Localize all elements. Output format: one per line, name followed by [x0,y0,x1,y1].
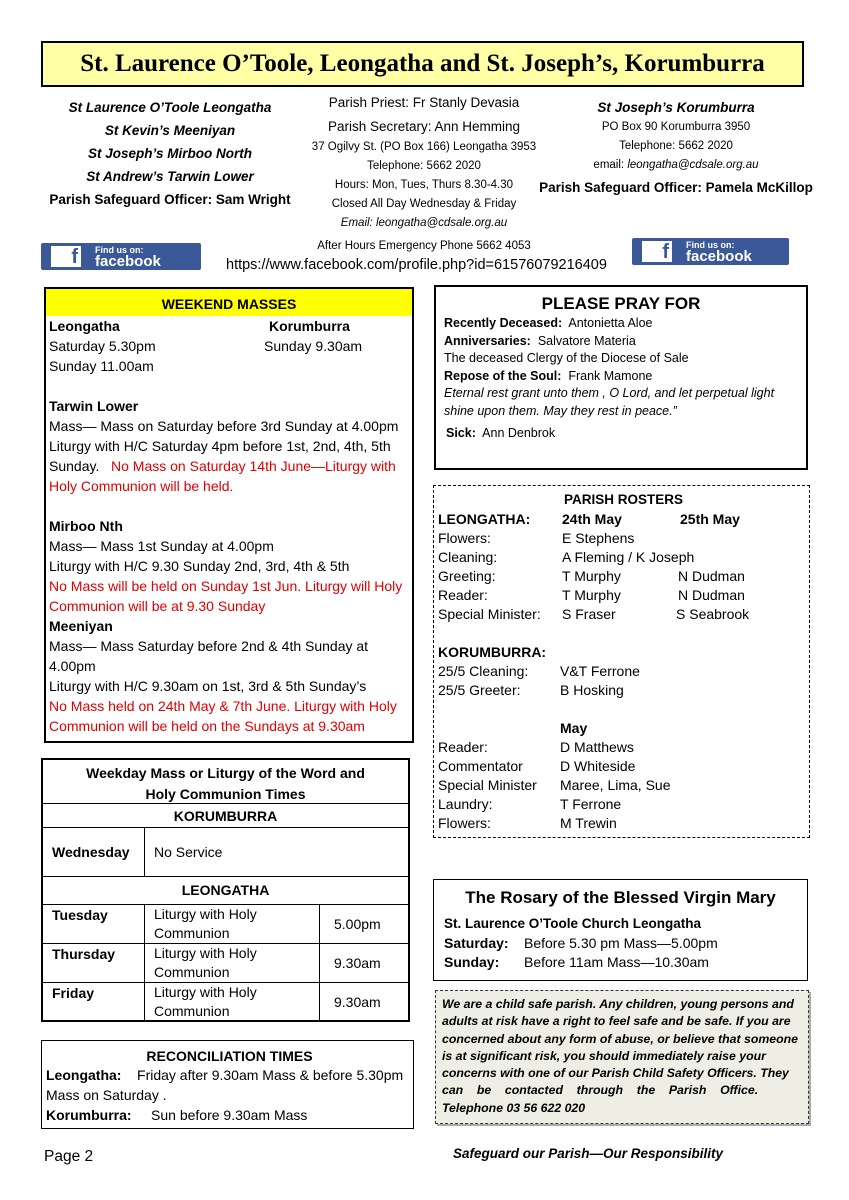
roster-person: T Murphy [562,587,621,603]
deceased-clergy: The deceased Clergy of the Diocese of Sale [444,351,689,365]
tarwin-text: Sunday. [49,458,100,474]
rosary-saturday [444,934,807,953]
roster-role: Laundry: [438,796,493,812]
korumburra-telephone: Telephone: 5662 2020 [619,140,733,152]
deceased-names: Antonietta Aloe [568,316,653,330]
mirboo-line: Liturgy with H/C 9.30 Sunday 2nd, 3rd, 4th & 5th [49,558,350,574]
anniversaries-names: Salvatore Materia [537,333,636,348]
emergency-phone: After Hours Emergency Phone 5662 4053 [317,240,531,252]
weekday-day: Friday [43,983,145,1022]
roster-person: E Stephens [562,530,635,546]
roster-role: Flowers: [438,530,491,546]
roster-row [438,814,809,833]
roster-row [438,567,809,586]
rosary-box [433,879,808,981]
roster-role: Greeting: [438,568,496,584]
pray-for-box [434,285,808,470]
footer-slogan: Safeguard our Parish—Our Responsibility [453,1146,724,1161]
child-safe-line: adults at risk have a right to feel safe and be safe. If you are [442,1014,791,1029]
facebook-badge-left[interactable] [41,243,201,270]
roster-role: 25/5 Cleaning: [438,663,529,679]
roster-person: A Fleming / K Joseph [562,549,695,565]
anniversaries-label: Anniversaries: [444,333,531,348]
repose-of-soul [444,368,798,386]
right-header [534,98,818,195]
reconciliation-box [41,1040,414,1129]
child-safe-line: is at significant risk, you should immediately raise your [442,1048,766,1063]
table-row [43,983,408,1022]
roster-role: Reader: [438,587,488,603]
meeniyan-notice: No Mass held on 24th May & 7th June. Liturgy with Holy [49,698,397,714]
left-safeguard-officer: Parish Safeguard Officer: Sam Wright [49,192,291,207]
child-safe-line: We are a child safe parish. Any children, young persons and [442,997,794,1011]
roster-date: 24th May [562,511,622,527]
facebook-icon: f [642,241,672,262]
tarwin-line: Liturgy with H/C Saturday 4pm before 1st, 2nd, 4th, 5th [49,438,391,454]
weekday-day: Thursday [43,944,145,983]
email-label: email: [593,159,625,171]
reconciliation-text: Friday after 9.30am Mass & before 5.30pm [137,1067,404,1083]
parish-telephone: Telephone: 5662 2020 [367,160,481,172]
weekday-service: No Service [145,828,409,877]
rosary-day: Sunday: [444,954,500,970]
rosters-title: PARISH ROSTERS [563,492,683,507]
roster-date: 25th May [680,511,740,527]
right-safeguard-officer: Parish Safeguard Officer: Pamela McKillop [539,180,813,195]
reconciliation-leongatha [46,1065,413,1085]
roster-row [438,662,809,681]
child-safe-box [435,990,809,1124]
roster-header [438,510,809,529]
leongatha-sunday: Sunday 11.00am [49,358,154,374]
sick-list [446,425,798,443]
roster-person: D Whiteside [560,758,636,774]
roster-person: V&T Ferrone [560,663,640,679]
korumburra-po: PO Box 90 Korumburra 3950 [601,121,751,133]
facebook-brand-text: facebook [95,252,161,270]
meeniyan-line: Mass— Mass Saturday before 2nd & 4th Sunday at [49,638,369,654]
korumburra-church: St Joseph’s Korumburra [597,100,755,115]
roster-row [438,529,809,548]
roster-row [438,776,809,795]
roster-person: S Fraser [562,606,616,622]
meeniyan-heading: Meeniyan [49,618,113,634]
facebook-icon: f [51,246,81,267]
mirboo-line: Mass— Mass 1st Sunday at 4.00pm [49,538,274,554]
page-number: Page 2 [44,1148,94,1165]
leongatha-saturday: Saturday 5.30pm [49,338,156,354]
weekday-service [145,905,320,944]
weekday-title-line: Holy Communion Times [145,786,306,802]
roster-row [438,548,809,567]
facebook-find-text: Find us on: [686,239,735,250]
reconciliation-korumburra [46,1105,413,1125]
tarwin-notice: No Mass on Saturday 14th June—Liturgy with [111,458,396,474]
korumburra-subheading: KORUMBURRA [43,804,408,828]
table-row [43,828,408,877]
roster-row [438,795,809,814]
tarwin-notice: Holy Communion will be held. [49,478,234,494]
roster-row [438,681,809,700]
may-heading-row [438,719,809,738]
rosary-day: Saturday: [444,935,509,951]
meeniyan-notice: Communion will be held on the Sundays at 9.30am [49,718,365,734]
roster-row [438,757,809,776]
repose-label: Repose of the Soul: [444,368,562,383]
service-line: Communion [154,1003,230,1020]
parish-address: 37 Ogilvy St. (PO Box 166) Leongatha 3953 [311,141,537,153]
sick-names: Ann Denbrok [482,426,556,440]
office-hours: Hours: Mon, Tues, Thurs 8.30-4.30 [334,179,514,191]
mirboo-notice: Communion will be at 9.30 Sunday [49,598,266,614]
office-closed: Closed All Day Wednesday & Friday [331,198,517,210]
service-line: Communion [154,964,230,980]
prayer-line: shine upon them. May they rest in peace.” [444,403,677,418]
weekday-day: Wednesday [43,828,145,877]
rosary-time: Before 5.30 pm Mass—5.00pm [524,935,718,951]
service-line: Liturgy with Holy [154,945,257,961]
roster-row [438,738,809,757]
roster-role: Commentator [438,758,523,774]
repose-names: Frank Mamone [568,368,653,383]
roster-role: Cleaning: [438,549,498,565]
left-header [41,96,299,211]
rosary-title: The Rosary of the Blessed Virgin Mary [465,888,776,907]
roster-role: Flowers: [438,815,491,831]
mirboo-notice: No Mass will be held on Sunday 1st Jun. Liturgy will Holy [49,578,403,594]
pray-for-title: PLEASE PRAY FOR [541,294,701,313]
weekday-day: Tuesday [43,905,145,944]
deceased-label: Recently Deceased: [444,316,563,330]
roster-person: N Dudman [678,568,745,584]
weekday-service [145,983,320,1022]
recently-deceased [444,315,798,333]
meeniyan-line: 4.00pm [49,658,96,674]
roster-role: 25/5 Greeter: [438,682,521,698]
leongatha-heading: Leongatha [49,318,120,334]
roster-person: N Dudman [678,587,745,603]
rosary-sunday [444,953,807,972]
korumburra-label: KORUMBURRA: [438,644,547,660]
mirboo-heading: Mirboo Nth [49,518,123,534]
korumburra-heading: Korumburra [269,318,350,334]
anniversaries [444,333,798,351]
tarwin-line [49,456,412,476]
child-safe-line: concerns with one of our Parish Child Safety Officers. They [442,1066,789,1081]
roster-person: T Murphy [562,568,621,584]
weekday-title [43,760,408,804]
roster-person: Maree, Lima, Sue [560,777,671,793]
rosary-time: Before 11am Mass—10.30am [524,954,709,970]
meeniyan-line: Liturgy with H/C 9.30am on 1st, 3rd & 5th Sunday’s [49,678,367,694]
reconciliation-text: Sun before 9.30am Mass [151,1107,308,1123]
table-row [43,944,408,983]
roster-person: D Matthews [560,739,634,755]
roster-person: M Trewin [560,815,617,831]
korumburra-email[interactable]: leongatha@cdsale.org.au [627,159,759,171]
parish-priest: Parish Priest: Fr Stanly Devasia [328,95,520,110]
roster-role: Special Minister: [438,606,541,622]
reconciliation-label: Korumburra: [46,1107,132,1123]
leongatha-roster-label: LEONGATHA: [438,511,531,527]
church-line: St Laurence O’Toole Leongatha [68,100,272,115]
church-line: St Andrew’s Tarwin Lower [86,169,254,184]
child-safe-line: Telephone 03 56 622 020 [442,1100,586,1115]
service-line: Communion [154,925,230,941]
page-title-box [41,41,804,87]
parish-email[interactable]: Email: leongatha@cdsale.org.au [340,217,508,229]
roster-role: Reader: [438,739,488,755]
roster-row [438,605,809,624]
korumburra-email-line [534,156,818,175]
page-title: St. Laurence O’Toole, Leongatha and St. Joseph’s, Korumburra [80,50,765,77]
facebook-badge-right[interactable] [632,238,789,265]
parish-rosters-box [433,485,810,838]
leongatha-subheading: LEONGATHA [181,882,270,898]
parish-secretary: Parish Secretary: Ann Hemming [327,119,521,134]
roster-person: T Ferrone [560,796,622,812]
may-heading: May [560,720,588,736]
reconciliation-title: RECONCILIATION TIMES [146,1048,313,1064]
korumburra-roster-label [438,643,809,662]
church-line: St Joseph’s Mirboo North [87,146,252,161]
center-header [296,92,552,256]
reconciliation-label: Leongatha: [46,1067,122,1083]
sick-label: Sick: [446,426,476,440]
roster-person: S Seabrook [676,606,750,622]
weekday-time: 9.30am [320,983,409,1022]
weekday-mass-box [41,758,410,1022]
roster-role: Special Minister [438,777,537,793]
prayer-line: Eternal rest grant unto them , O Lord, and let perpetual light [444,386,775,400]
weekday-title-line: Weekday Mass or Liturgy of the Word and [86,765,365,781]
weekday-time: 5.00pm [320,905,409,944]
service-line: Liturgy with Holy [154,906,257,922]
reconciliation-text: Mass on Saturday . [46,1087,167,1103]
church-line: St Kevin’s Meeniyan [104,123,236,138]
table-row [43,905,408,944]
service-line: Liturgy with Holy [154,984,257,1001]
weekend-masses-title: WEEKEND MASSES [46,289,412,316]
roster-row [438,586,809,605]
rosary-church: St. Laurence O’Toole Church Leongatha [444,916,702,931]
weekday-service [145,944,320,983]
tarwin-heading: Tarwin Lower [49,398,139,414]
child-safe-line: concerned about any form of abuse, or believe that someone [442,1031,799,1046]
tarwin-line: Mass— Mass on Saturday before 3rd Sunday at 4.00pm [49,418,399,434]
facebook-brand-text: facebook [686,247,752,265]
facebook-url[interactable]: https://www.facebook.com/profile.php?id=61576079216409 [226,257,607,273]
weekday-time: 9.30am [320,944,409,983]
roster-person: B Hosking [560,682,624,698]
weekend-masses-box [44,287,414,743]
child-safe-line: can be contacted through the Parish Office. [442,1083,759,1098]
korumburra-sunday: Sunday 9.30am [264,338,363,354]
facebook-find-text: Find us on: [95,244,144,255]
